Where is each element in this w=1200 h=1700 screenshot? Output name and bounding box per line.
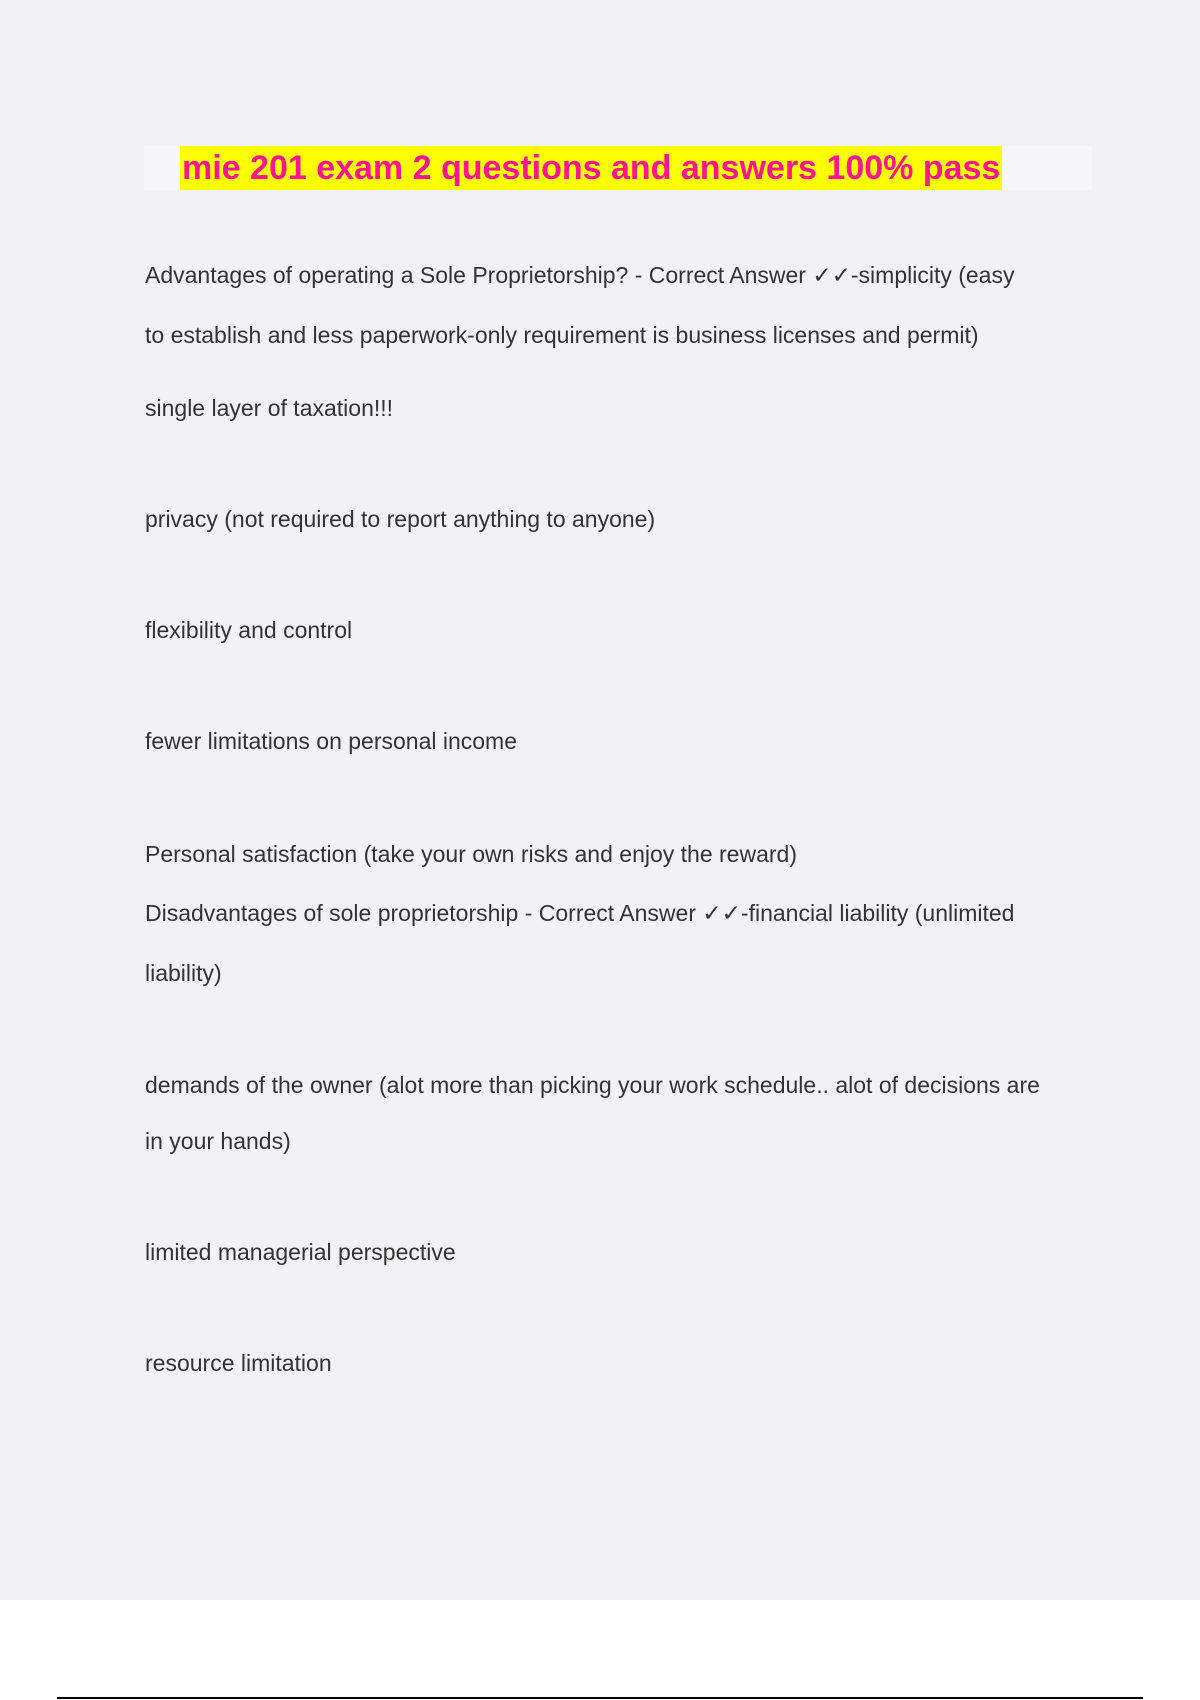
- text-line: Disadvantages of sole proprietorship - Correct Answer ✓✓-financial liability (unlimited: [145, 900, 1015, 926]
- footer-rule: [57, 1697, 1143, 1699]
- document-title: mie 201 exam 2 questions and answers 100% pass: [180, 146, 1002, 190]
- text-line: privacy (not required to report anything to anyone): [145, 506, 656, 532]
- text-line: resource limitation: [145, 1350, 332, 1376]
- text-line: demands of the owner (alot more than picking your work schedule.. alot of decisions are: [145, 1072, 1040, 1098]
- text-line: fewer limitations on personal income: [145, 728, 518, 754]
- text-line: flexibility and control: [145, 617, 353, 643]
- text-line: Advantages of operating a Sole Proprietorship? - Correct Answer ✓✓-simplicity (easy: [145, 262, 1015, 288]
- text-line: single layer of taxation!!!: [145, 395, 394, 421]
- text-line: to establish and less paperwork-only requirement is business licenses and permit): [145, 322, 979, 348]
- text-line: limited managerial perspective: [145, 1239, 456, 1265]
- text-line: liability): [145, 960, 222, 986]
- text-line: Personal satisfaction (take your own risks and enjoy the reward): [145, 841, 797, 867]
- text-line: in your hands): [145, 1128, 291, 1154]
